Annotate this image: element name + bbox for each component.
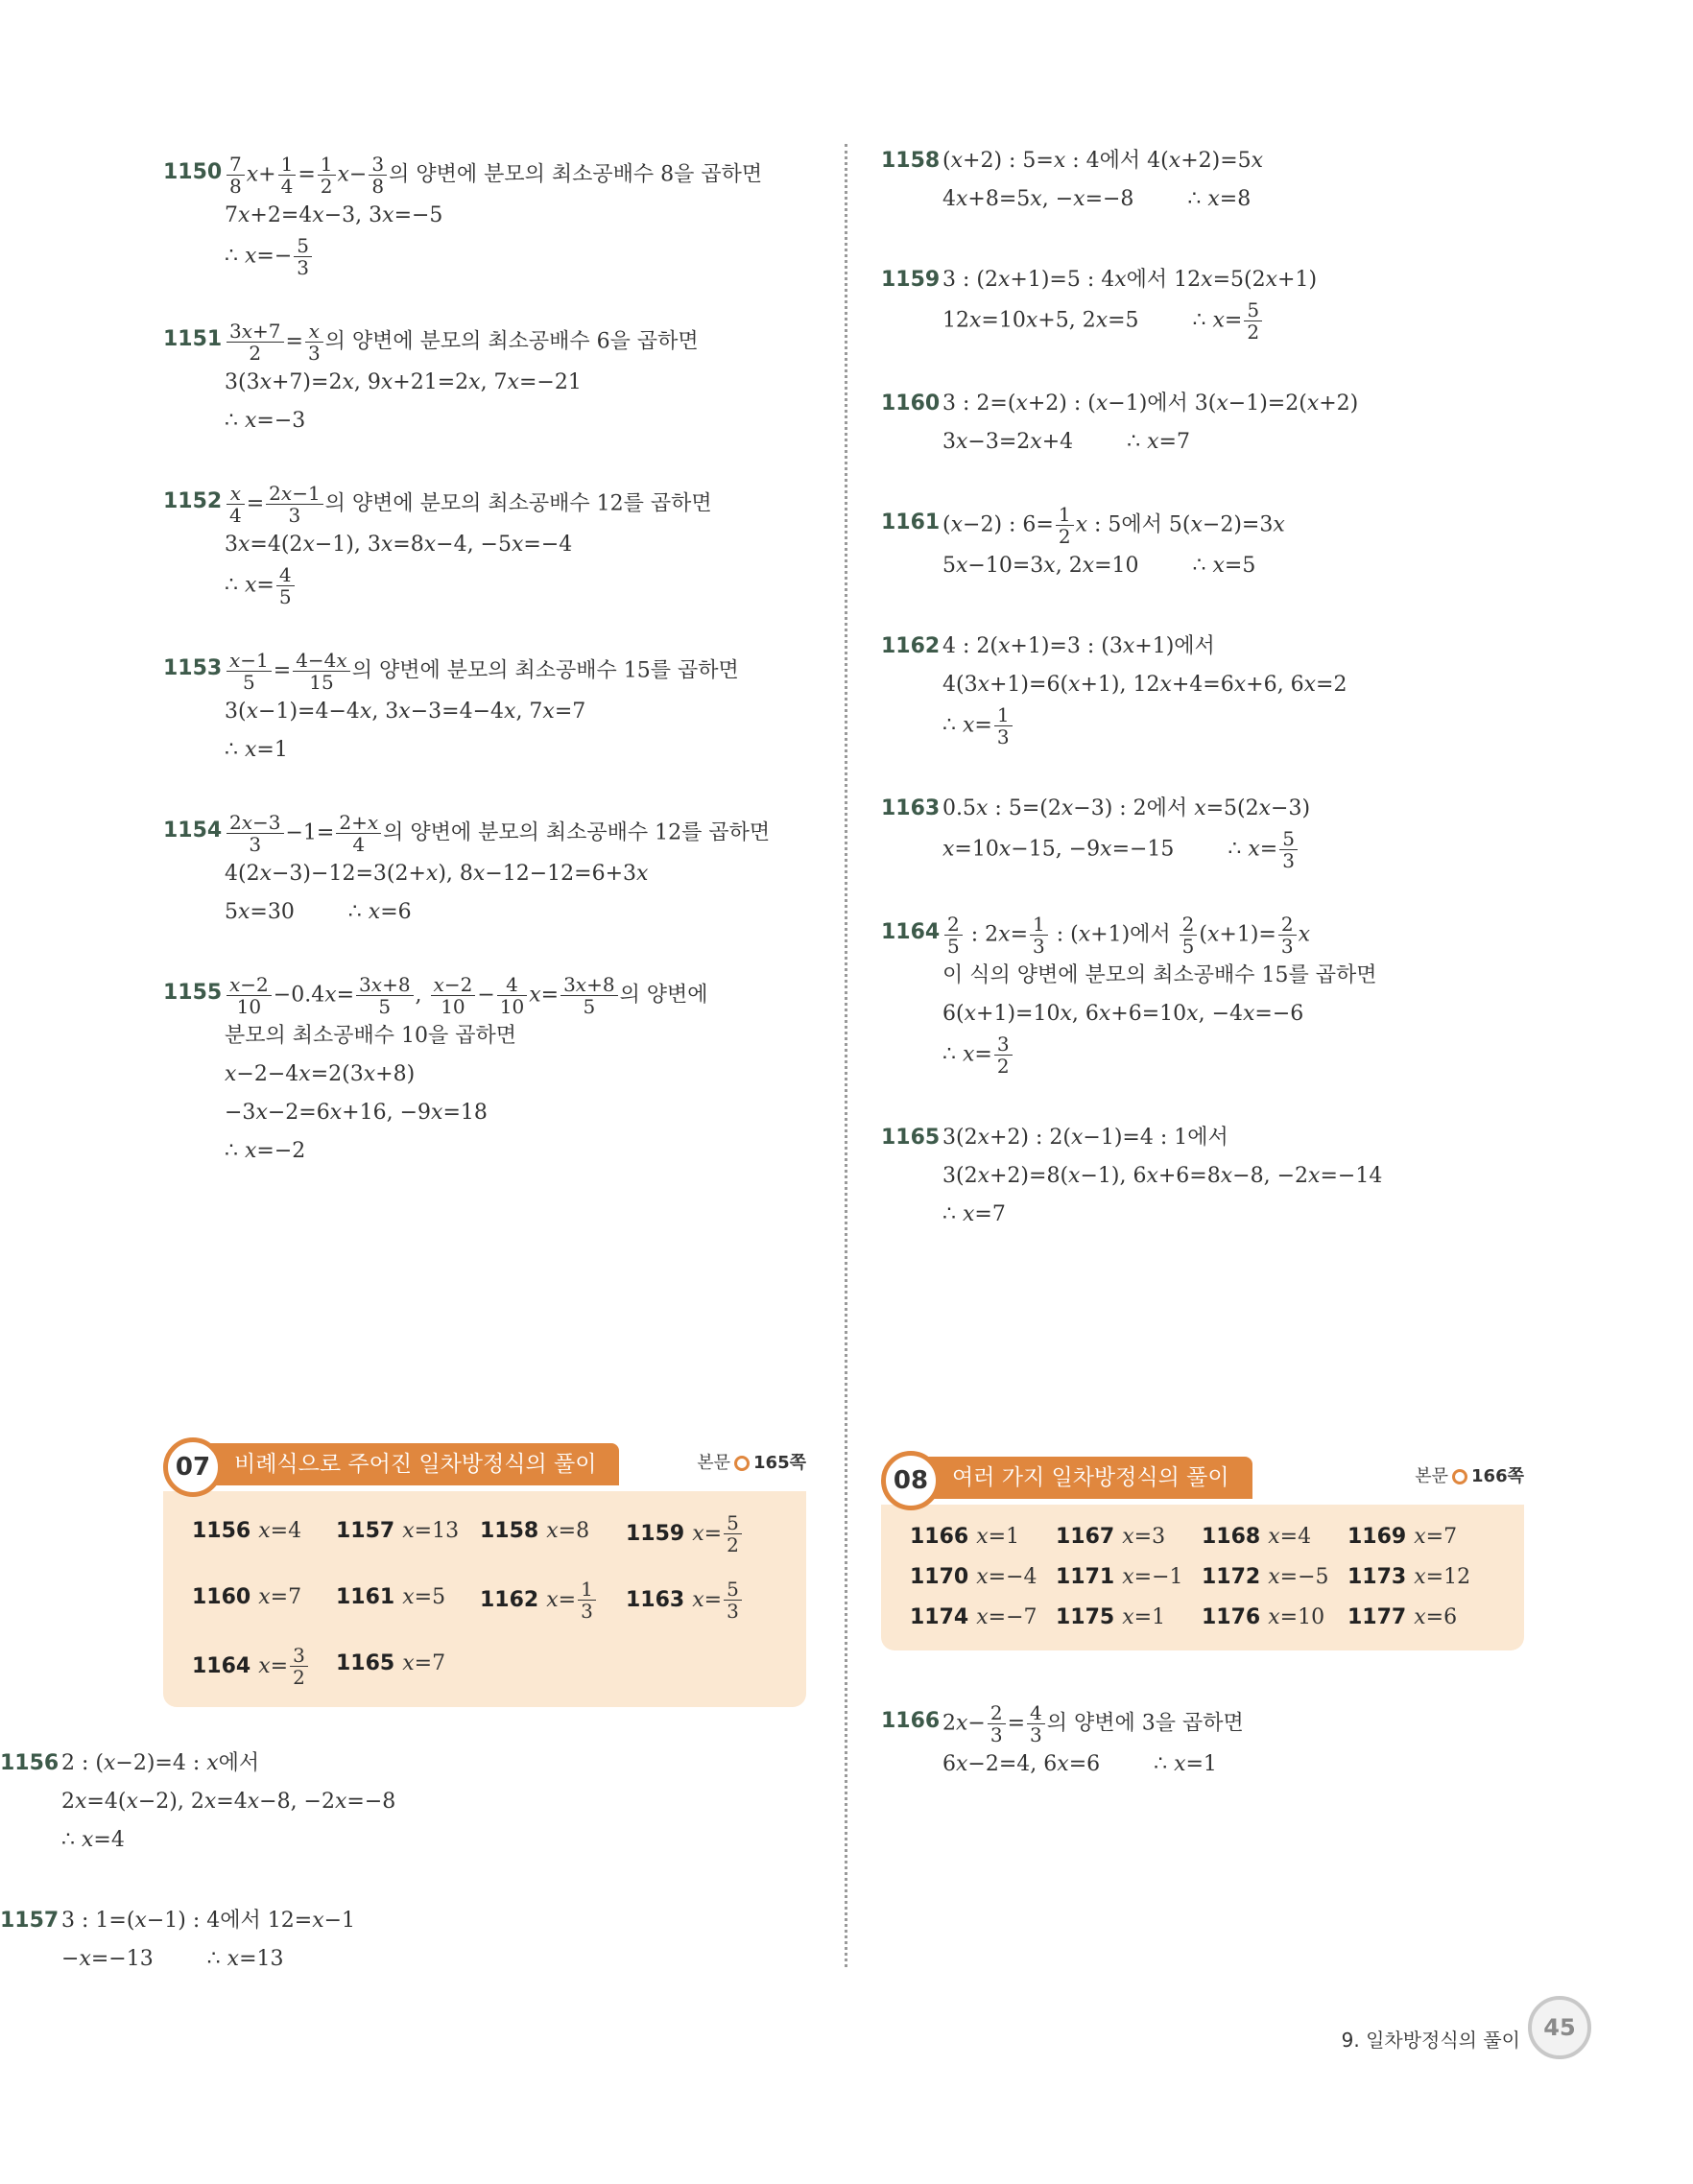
answer-value: x=7 [1414, 1525, 1458, 1549]
fraction: $\frac{2}{3}$ [988, 1702, 1006, 1745]
answer-1177 [1347, 1599, 1491, 1637]
section-07-answer-box [163, 1491, 806, 1707]
problem-number: 1158 [881, 149, 941, 173]
fraction: $\frac{2}{5}$ [1180, 914, 1198, 957]
fraction: $\frac{5}{2}$ [724, 1512, 742, 1555]
fraction: $\frac{x}{4}$ [227, 483, 245, 526]
reference-circle-icon [734, 1456, 750, 1471]
fraction: $\frac{x}{3}$ [305, 320, 323, 364]
problem-1166 [881, 1702, 1244, 1784]
solution-line: ∴ x=−2 [225, 1139, 306, 1163]
solution-steps [225, 320, 816, 440]
problem-number: 1164 [881, 920, 941, 944]
answer-number: 1169 [1347, 1525, 1407, 1549]
answer-value: x=7 [402, 1651, 446, 1675]
fraction: $\frac{3}{8}$ [369, 154, 387, 197]
solution-line: $\frac{2}{5}$ : 2x= $\frac{1}{3}$ : (x+1)에서 $\frac{2}{5}$ (x+1)= $\frac{2}{3}$ x [942, 914, 1534, 957]
solution-line: 2x=4(x−2), 2x=4x−8, −2x=−8 [61, 1790, 396, 1814]
fraction: $\frac{x-1}{5}$ [227, 650, 272, 693]
answer-1156 [192, 1512, 336, 1555]
answer-1166 [910, 1518, 1056, 1556]
answer-number: 1163 [626, 1587, 685, 1612]
solution-line: 5x=30 ∴ x=6 [225, 900, 412, 924]
solution-line: 3(3x+7)=2x, 9x+21=2x, 7x=−21 [225, 370, 582, 394]
answer-number: 1156 [192, 1519, 251, 1543]
reference-circle-icon [1452, 1469, 1467, 1484]
problem-number: 1150 [163, 160, 223, 184]
fraction: $\frac{1}{2}$ [318, 154, 336, 197]
answer-value: x= $\frac{5}{2}$ [692, 1522, 744, 1546]
answer-number: 1168 [1202, 1525, 1261, 1549]
solution-line: x=10x−15, −9x=−15 ∴ x= $\frac{5}{3}$ [942, 828, 1534, 871]
problem-1161 [881, 504, 1534, 585]
solution-line: 4x+8=5x, −x=−8 ∴ x=8 [942, 187, 1252, 211]
problem-1165 [881, 1119, 1534, 1234]
answer-number: 1165 [336, 1651, 395, 1675]
solution-line: 4 : 2(x+1)=3 : (3x+1)에서 [942, 634, 1215, 658]
answer-1169 [1347, 1518, 1491, 1556]
answer-number: 1160 [192, 1585, 251, 1609]
fraction: $\frac{3x+8}{5}$ [560, 974, 618, 1017]
problem-1152 [163, 483, 816, 607]
answer-value: x=10 [1268, 1605, 1325, 1629]
right-problem-list [881, 142, 1534, 1234]
solution-steps [225, 650, 816, 770]
solution-line: 6x−2=4, 6x=6 ∴ x=1 [942, 1752, 1217, 1776]
solution-line: 6(x+1)=10x, 6x+6=10x, −4x=−6 [942, 1002, 1304, 1026]
answer-value: x= $\frac{3}{2}$ [258, 1654, 310, 1678]
answer-value: x=−5 [1268, 1565, 1329, 1589]
answer-value: x= $\frac{5}{3}$ [692, 1588, 744, 1612]
section-08-title: 여러 가지 일차방정식의 풀이 [910, 1457, 1252, 1499]
solution-line: $\frac{x-1}{5}$ = $\frac{4-4x}{15}$ 의 양변에 분모의 최소공배수 15를 곱하면 [225, 650, 816, 693]
answer-number: 1162 [480, 1587, 539, 1612]
solution-steps [225, 483, 816, 607]
solution-line: 4(3x+1)=6(x+1), 12x+4=6x+6, 6x=2 [942, 673, 1347, 697]
fraction: $\frac{3x+7}{2}$ [227, 320, 284, 364]
solution-line: 2 : (x−2)=4 : x에서 [61, 1751, 260, 1775]
solution-line: $\frac{x-2}{10}$ −0.4x= $\frac{3x+8}{5}$ , $\frac{x-2}{10}$ − $\frac{4}{10}$ x= $\frac{3x+8}{5}$ 의 양변에 [225, 974, 816, 1017]
fraction: $\frac{5}{3}$ [724, 1579, 742, 1622]
answer-number: 1164 [192, 1653, 251, 1678]
answer-1160 [192, 1579, 336, 1622]
answer-number: 1171 [1056, 1565, 1115, 1589]
answer-value: x=6 [1414, 1605, 1458, 1629]
answer-1163 [626, 1579, 770, 1622]
answer-number: 1170 [910, 1565, 969, 1589]
solution-line: $\frac{7}{8}$ x+ $\frac{1}{4}$ = $\frac{1}{2}$ x− $\frac{3}{8}$ 의 양변에 분모의 최소공배수 8을 곱하면 [225, 154, 816, 197]
problem-1156 [0, 1745, 395, 1860]
answer-1174 [910, 1599, 1056, 1637]
solution-line: 0.5x : 5=(2x−3) : 2에서 x=5(2x−3) [942, 796, 1311, 820]
answer-number: 1159 [626, 1521, 685, 1546]
solution-line: ∴ x=7 [942, 1202, 1006, 1226]
fraction: $\frac{7}{8}$ [227, 154, 245, 197]
right-column-lower [881, 1702, 1244, 1826]
left-problem-list [163, 154, 816, 1171]
problem-number: 1162 [881, 634, 941, 658]
answer-value: x=3 [1122, 1525, 1166, 1549]
answer-value: x= $\frac{1}{3}$ [546, 1588, 598, 1612]
problem-number: 1156 [0, 1751, 60, 1775]
answer-number: 1173 [1347, 1565, 1407, 1589]
fraction: $\frac{2x-1}{3}$ [266, 483, 323, 526]
solution-line: ∴ x=4 [61, 1828, 125, 1852]
solution-steps [942, 504, 1534, 585]
solution-line: 5x−10=3x, 2x=10 ∴ x=5 [942, 554, 1256, 578]
answer-1171 [1056, 1558, 1202, 1597]
answer-value: x=−7 [976, 1605, 1037, 1629]
fraction: $\frac{1}{3}$ [578, 1579, 596, 1622]
solution-line: (x+2) : 5=x : 4에서 4(x+2)=5x [942, 149, 1264, 173]
solution-steps [942, 790, 1534, 871]
solution-steps [942, 142, 1534, 219]
problem-number: 1155 [163, 981, 223, 1005]
answer-1157 [336, 1512, 480, 1555]
answer-1170 [910, 1558, 1056, 1597]
reference-page: 165쪽 [753, 1453, 806, 1473]
problem-number: 1152 [163, 489, 223, 513]
page-number: 45 [1528, 1996, 1591, 2059]
fraction: $\frac{x-2}{10}$ [431, 974, 476, 1017]
answer-number: 1177 [1347, 1605, 1407, 1629]
answer-1164 [192, 1645, 336, 1688]
section-07-header [163, 1437, 806, 1491]
problem-1150 [163, 154, 816, 278]
fraction: $\frac{4}{10}$ [497, 974, 527, 1017]
solution-steps [61, 1745, 395, 1860]
left-column-lower [0, 1745, 395, 2021]
section-07-answer-grid [192, 1512, 787, 1688]
answer-value: x=5 [402, 1585, 446, 1609]
solution-line: ∴ x= $\frac{4}{5}$ [225, 564, 816, 607]
solution-line: $\frac{2x-3}{3}$ −1= $\frac{2+x}{4}$ 의 양변에 분모의 최소공배수 12를 곱하면 [225, 812, 816, 855]
answer-1173 [1347, 1558, 1491, 1597]
answer-value: x=−1 [1122, 1565, 1183, 1589]
solution-line: 3(2x+2) : 2(x−1)=4 : 1에서 [942, 1126, 1228, 1150]
solution-steps [942, 628, 1534, 748]
solution-line: ∴ x=−3 [225, 409, 306, 433]
answer-number: 1172 [1202, 1565, 1261, 1589]
fraction: $\frac{1}{3}$ [994, 704, 1013, 748]
answer-number: 1166 [910, 1525, 969, 1549]
answer-value: x=4 [258, 1519, 302, 1543]
answer-1165 [336, 1645, 480, 1688]
answer-value: x=−4 [976, 1565, 1037, 1589]
section-07 [163, 1437, 806, 1707]
solution-line: 3 : (2x+1)=5 : 4x에서 12x=5(2x+1) [942, 268, 1318, 292]
solution-line: 3(x−1)=4−4x, 3x−3=4−4x, 7x=7 [225, 700, 586, 724]
answer-value: x=1 [976, 1525, 1020, 1549]
problem-1151 [163, 320, 816, 440]
fraction: $\frac{x-2}{10}$ [227, 974, 272, 1017]
solution-steps [61, 1902, 395, 1979]
solution-line: 분모의 최소공배수 10을 곱하면 [225, 1024, 516, 1048]
section-08 [881, 1451, 1524, 1650]
problem-1154 [163, 812, 816, 932]
solution-line: 7x+2=4x−3, 3x=−5 [225, 203, 443, 227]
problem-1155 [163, 974, 816, 1171]
solution-line: 3x=4(2x−1), 3x=8x−4, −5x=−4 [225, 533, 573, 557]
fraction: $\frac{2x-3}{3}$ [227, 812, 284, 855]
reference-label: 본문 [697, 1453, 731, 1473]
solution-line: $\frac{x}{4}$ = $\frac{2x-1}{3}$ 의 양변에 분모의 최소공배수 12를 곱하면 [225, 483, 816, 526]
problem-1159 [881, 261, 1534, 343]
problem-1157 [0, 1902, 395, 1979]
section-08-reference [1415, 1462, 1524, 1487]
solution-steps [225, 154, 816, 278]
problem-1160 [881, 385, 1534, 462]
answer-1172 [1202, 1558, 1347, 1597]
section-08-header [881, 1451, 1524, 1505]
fraction: $\frac{5}{3}$ [1279, 828, 1298, 871]
answer-1158 [480, 1512, 626, 1555]
answer-1168 [1202, 1518, 1347, 1556]
section-08-answer-box [881, 1505, 1524, 1650]
solution-steps [942, 1119, 1534, 1234]
fraction: $\frac{3x+8}{5}$ [356, 974, 414, 1017]
problem-number: 1160 [881, 392, 941, 415]
fraction: $\frac{3}{2}$ [994, 1033, 1013, 1077]
section-08-badge: 08 [881, 1451, 941, 1510]
solution-steps [225, 974, 816, 1171]
solution-line: $\frac{3x+7}{2}$ = $\frac{x}{3}$ 의 양변에 분모의 최소공배수 6을 곱하면 [225, 320, 816, 364]
answer-value: x=12 [1414, 1565, 1471, 1589]
solution-steps [225, 812, 816, 932]
fraction: $\frac{2+x}{4}$ [336, 812, 381, 855]
section-08-answer-grid [910, 1518, 1505, 1637]
solution-line: 3x−3=2x+4 ∴ x=7 [942, 430, 1190, 454]
answer-number: 1161 [336, 1585, 395, 1609]
problem-number: 1157 [0, 1909, 60, 1933]
answer-1176 [1202, 1599, 1347, 1637]
solution-line: 3 : 2=(x+2) : (x−1)에서 3(x−1)=2(x+2) [942, 392, 1359, 415]
solution-line: 4(2x−3)−12=3(2+x), 8x−12−12=6+3x [225, 862, 649, 886]
solution-line: 3 : 1=(x−1) : 4에서 12=x−1 [61, 1909, 356, 1933]
fraction: $\frac{5}{3}$ [294, 235, 312, 278]
section-07-reference [697, 1449, 806, 1474]
problem-number: 1154 [163, 819, 223, 843]
reference-label: 본문 [1415, 1466, 1449, 1486]
problem-number: 1163 [881, 796, 941, 820]
problem-number: 1165 [881, 1126, 941, 1150]
problem-number: 1161 [881, 510, 941, 534]
solution-line: (x−2) : 6= $\frac{1}{2}$ x : 5에서 5(x−2)=3x [942, 503, 1285, 548]
fraction: $\frac{4-4x}{15}$ [293, 650, 350, 693]
chapter-title: 9. 일차방정식의 풀이 [1341, 2029, 1520, 2052]
left-column [163, 154, 816, 1213]
column-divider [845, 144, 847, 1967]
problem-number: 1159 [881, 268, 941, 292]
answer-value: x=7 [258, 1585, 302, 1609]
answer-1162 [480, 1579, 626, 1622]
problem-1158 [881, 142, 1534, 219]
answer-number: 1175 [1056, 1605, 1115, 1629]
answer-number: 1167 [1056, 1525, 1115, 1549]
fraction: $\frac{4}{3}$ [1027, 1702, 1045, 1745]
answer-number: 1158 [480, 1519, 539, 1543]
solution-line: −x=−13 ∴ x=13 [61, 1947, 284, 1971]
solution-steps [942, 914, 1534, 1077]
solution-line: ∴ x=1 [225, 738, 288, 762]
section-07-title: 비례식으로 주어진 일차방정식의 풀이 [192, 1443, 619, 1485]
fraction: $\frac{1}{3}$ [1030, 914, 1048, 957]
problem-number: 1153 [163, 656, 223, 680]
fraction: $\frac{4}{5}$ [276, 564, 295, 607]
solution-line: ∴ x=− $\frac{5}{3}$ [225, 235, 816, 278]
solution-steps [942, 385, 1534, 462]
right-problem-list-2 [881, 1702, 1244, 1784]
answer-value: x=4 [1268, 1525, 1312, 1549]
solution-line: 3(2x+2)=8(x−1), 6x+6=8x−8, −2x=−14 [942, 1164, 1383, 1188]
right-column [881, 142, 1534, 1276]
answer-number: 1176 [1202, 1605, 1261, 1629]
answer-number: 1174 [910, 1605, 969, 1629]
left-problem-list-2 [0, 1745, 395, 1979]
answer-value: x=1 [1122, 1605, 1166, 1629]
fraction: $\frac{1}{4}$ [278, 154, 297, 197]
answer-1159 [626, 1512, 770, 1555]
fraction: $\frac{2}{3}$ [1278, 914, 1297, 957]
answer-number: 1157 [336, 1519, 395, 1543]
solution-line: ∴ x= $\frac{3}{2}$ [942, 1033, 1534, 1077]
solution-line: 이 식의 양변에 분모의 최소공배수 15를 곱하면 [942, 963, 1377, 987]
answer-1167 [1056, 1518, 1202, 1556]
solution-line: 12x=10x+5, 2x=5 ∴ x= $\frac{5}{2}$ [942, 299, 1534, 343]
problem-1164 [881, 914, 1534, 1077]
fraction: $\frac{2}{5}$ [944, 914, 963, 957]
reference-page: 166쪽 [1471, 1466, 1524, 1486]
fraction: $\frac{5}{2}$ [1244, 299, 1262, 343]
answer-value: x=8 [546, 1519, 590, 1543]
problem-1163 [881, 790, 1534, 871]
solution-steps [942, 1702, 1244, 1784]
problem-1162 [881, 628, 1534, 748]
fraction: $\frac{1}{2}$ [1056, 504, 1074, 547]
solution-line: 2x− $\frac{2}{3}$ = $\frac{4}{3}$ 의 양변에 3을 곱하면 [942, 1701, 1244, 1746]
problem-number: 1151 [163, 327, 223, 351]
solution-line: −3x−2=6x+16, −9x=18 [225, 1101, 488, 1125]
solution-line: x−2−4x=2(3x+8) [225, 1062, 416, 1086]
problem-1153 [163, 650, 816, 770]
answer-1175 [1056, 1599, 1202, 1637]
section-07-badge: 07 [163, 1437, 223, 1497]
answer-value: x=13 [402, 1519, 460, 1543]
fraction: $\frac{3}{2}$ [290, 1645, 308, 1688]
answer-1161 [336, 1579, 480, 1622]
problem-number: 1166 [881, 1709, 941, 1733]
solution-steps [942, 261, 1534, 343]
solution-line: ∴ x= $\frac{1}{3}$ [942, 704, 1534, 748]
